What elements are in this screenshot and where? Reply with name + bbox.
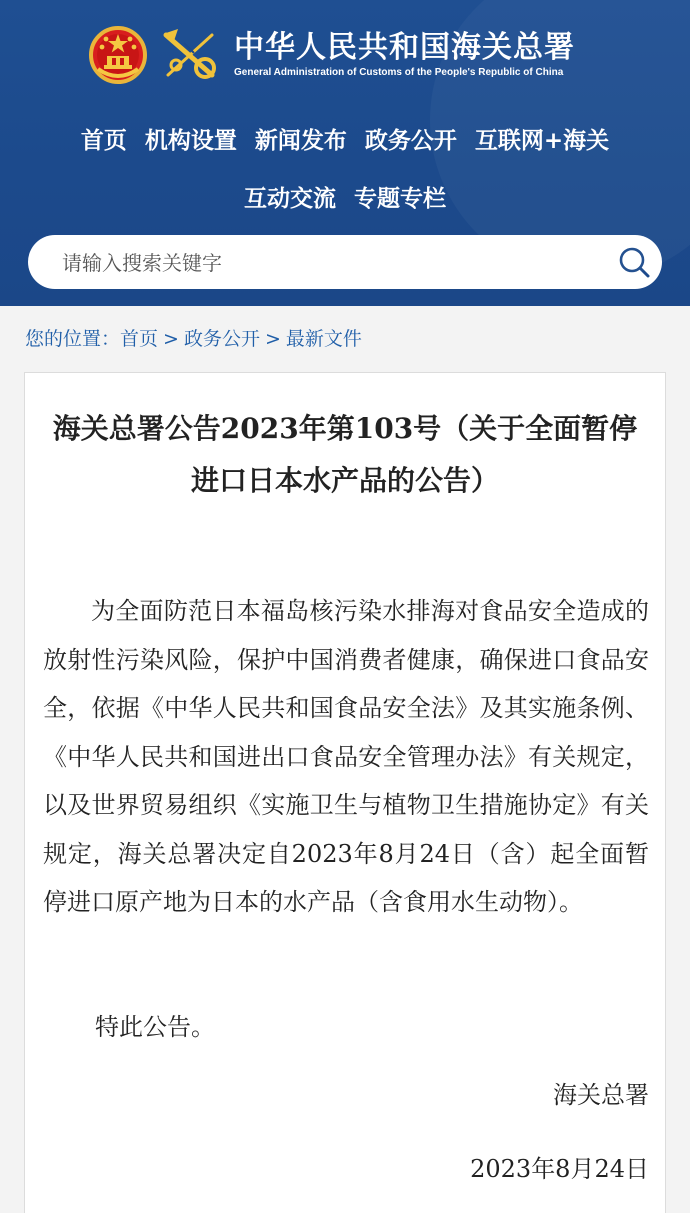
article-date: 2023年8月24日	[470, 1155, 649, 1183]
breadcrumb	[25, 324, 362, 354]
search-icon[interactable]	[616, 244, 652, 280]
breadcrumb-government-affairs[interactable]: 政务公开	[183, 328, 260, 350]
nav-organization[interactable]: 机构设置	[144, 128, 237, 154]
breadcrumb-label: 您的位置：	[25, 328, 121, 350]
breadcrumb-separator: >	[163, 328, 179, 350]
nav-news[interactable]: 新闻发布	[254, 128, 347, 154]
org-name-en: General Administration of Customs of the People's Republic of China	[234, 67, 564, 78]
search-bar	[28, 235, 662, 289]
breadcrumb-separator: >	[264, 328, 281, 350]
breadcrumb-home[interactable]: 首页	[120, 328, 159, 350]
nav-special-topics[interactable]: 专题专栏	[354, 186, 446, 212]
nav-internet-customs[interactable]: 互联网+海关	[474, 128, 610, 154]
org-name-cn: 中华人民共和国海关总署	[234, 30, 575, 65]
nav-government-affairs[interactable]: 政务公开	[364, 128, 457, 154]
article-closing: 特此公告。	[95, 1013, 215, 1041]
main-nav-row-1	[0, 122, 690, 160]
article-card	[24, 372, 666, 1213]
article-body: 为全面防范日本福岛核污染水排海对食品安全造成的放射性污染风险，保护中国消费者健康，确保进口食品安全，依据《中华人民共和国食品安全法》及其实施条例、《中华人民共和国进出口食品安全管理办法》有关规定，以及世界贸易组织《实施卫生与植物卫生措施协定》有关规定，海关总署决定自2023年8月24日（含）起全面暂停进口原产地为日本的水产品（含食用水生动物）。	[43, 597, 649, 916]
search-input[interactable]	[60, 235, 584, 291]
main-nav-row-2	[0, 180, 690, 218]
nav-home[interactable]: 首页	[80, 128, 127, 154]
site-logo[interactable]	[88, 22, 575, 88]
article-title: 海关总署公告2023年第103号（关于全面暂停进口日本水产品的公告）	[52, 412, 638, 497]
national-emblem-icon	[88, 25, 148, 85]
customs-emblem-icon	[160, 25, 220, 85]
site-header	[0, 0, 690, 306]
article-signer: 海关总署	[553, 1081, 649, 1109]
nav-interaction[interactable]: 互动交流	[244, 186, 336, 212]
breadcrumb-latest-documents[interactable]: 最新文件	[285, 328, 362, 350]
